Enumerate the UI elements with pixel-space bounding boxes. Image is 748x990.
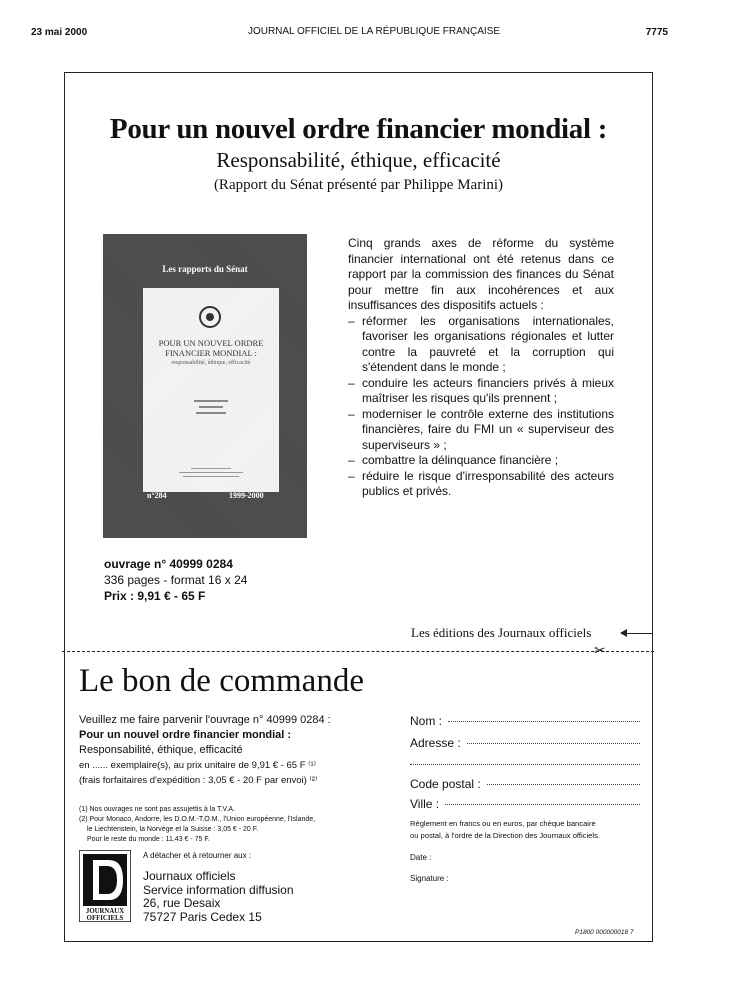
- date-field[interactable]: Date :: [410, 853, 432, 862]
- adresse-label: Adresse :: [410, 736, 461, 750]
- reform-description: [348, 236, 614, 500]
- code-postal-label: Code postal :: [410, 777, 481, 791]
- order-line2: Pour un nouvel ordre financier mondial :: [79, 729, 292, 741]
- footnote-1: (1) Nos ouvrages ne sont pas assujettis à la T.V.A.: [79, 806, 236, 813]
- journaux-officiels-logo: [79, 850, 131, 922]
- order-form-title: Le bon de commande: [79, 663, 364, 699]
- order-footnotes: [79, 805, 379, 845]
- address-line: 26, rue Desaix: [143, 896, 221, 910]
- order-quantity-line[interactable]: en ...... exemplaire(s), au prix unitaire de 9,91 € - 65 F ⁽¹⁾: [79, 760, 316, 771]
- ad-subtitle: Responsabilité, éthique, efficacité: [216, 148, 501, 172]
- address-line: Journaux officiels: [143, 869, 236, 883]
- list-item: – réformer les organisations internationales, favoriser les organisations régionales et lutter contre la pauvreté et la corruption qui s'étendent dans le monde ;: [348, 314, 614, 376]
- list-item: – combattre la délinquance financière ;: [348, 453, 614, 469]
- ouvrage-number: ouvrage n° 40999 0284: [104, 557, 233, 571]
- reference-code: P1800 000000018 7: [575, 929, 634, 936]
- scissors-icon: ✂: [594, 642, 606, 658]
- cut-line: [62, 651, 654, 652]
- reform-intro: Cinq grands axes de réforme du système financier international ont été retenus dans ce rapport par la commission des finances du Sénat pour mettre fin aux incohérences et aux insuffisances des dispositifs actuels :: [348, 236, 614, 312]
- order-shipping-line: (frais forfaitaires d'expédition : 3,05 € - 20 F par envoi) ⁽²⁾: [79, 775, 318, 786]
- payment-line2: ou postal, à l'ordre de la Direction des Journaux officiels.: [410, 831, 600, 840]
- payment-line1: Règlement en francs ou en euros, par chèque bancaire: [410, 819, 596, 828]
- logo-text-2: OFFICIELS: [86, 915, 124, 922]
- publisher-line: Les éditions des Journaux officiels: [411, 625, 592, 640]
- cover-number: n°284: [147, 491, 167, 500]
- logo-text-1: JOURNAUX: [85, 908, 125, 915]
- list-item: – réduire le risque d'irresponsabilité des acteurs publics et privés.: [348, 469, 614, 500]
- ville-field[interactable]: [410, 797, 640, 811]
- footnote-2-cont: le Liechtenstein, la Norvège et la Suisse : 3,05 € - 20 F.: [87, 826, 259, 833]
- cover-title-line1: POUR UN NOUVEL ORDRE: [158, 338, 264, 348]
- order-details: [79, 713, 379, 788]
- adresse-second-line[interactable]: [410, 764, 640, 765]
- ouvrage-price: Prix : 9,91 € - 65 F: [104, 589, 206, 603]
- nom-label: Nom :: [410, 714, 443, 728]
- signature-field[interactable]: Signature :: [410, 874, 449, 883]
- address-line: 75727 Paris Cedex 15: [143, 909, 262, 924]
- cover-imprint-lines: [177, 468, 245, 480]
- cover-series: Les rapports du Sénat: [162, 264, 248, 274]
- payment-instructions: [410, 818, 650, 842]
- header-date: 23 mai 2000: [31, 27, 88, 38]
- footnote-2-rest: Pour le reste du monde : 11,43 € - 75 F.: [87, 836, 210, 843]
- arrow-line: [624, 633, 653, 634]
- code-postal-field[interactable]: [410, 777, 640, 791]
- return-address: [143, 870, 294, 924]
- ouvrage-info: [104, 556, 247, 604]
- order-line1: Veuillez me faire parvenir l'ouvrage n° 40999 0284 :: [79, 714, 331, 726]
- cover-title-line3: responsabilité, éthique, efficacité: [171, 360, 251, 366]
- list-item: – moderniser le contrôle externe des institutions financières, faire du FMI un « superviseur des superviseurs » ;: [348, 407, 614, 454]
- footnote-2: (2) Pour Monaco, Andorre, les D.O.M.-T.O.M., l'Union européenne, l'Islande,: [79, 816, 316, 823]
- ad-report-line: (Rapport du Sénat présenté par Philippe Marini): [213, 177, 504, 193]
- ad-title: Pour un nouvel ordre financier mondial :: [109, 113, 608, 145]
- ouvrage-pages: 336 pages - format 16 x 24: [104, 573, 248, 587]
- ville-label: Ville :: [410, 797, 440, 811]
- nom-field[interactable]: [410, 714, 640, 728]
- cover-years: 1999-2000: [229, 491, 264, 500]
- detach-instruction: A détacher et à retourner aux :: [143, 851, 252, 860]
- cover-card: [143, 288, 279, 492]
- cover-author-lines: [191, 400, 231, 418]
- cover-title-line2: FINANCIER MONDIAL :: [165, 348, 257, 358]
- header-page-number: 7775: [645, 27, 668, 38]
- list-item: – conduire les acteurs financiers privés à mieux maîtriser les risques qu'ils prennent ;: [348, 376, 614, 407]
- order-line3: Responsabilité, éthique, efficacité: [79, 744, 243, 756]
- header-journal-title: JOURNAL OFFICIEL DE LA RÉPUBLIQUE FRANÇAISE: [247, 26, 501, 37]
- senate-emblem-icon: [199, 306, 221, 328]
- address-line: Service information diffusion: [143, 882, 294, 897]
- reform-list: [348, 314, 614, 500]
- book-cover: [103, 234, 307, 538]
- adresse-field[interactable]: [410, 736, 640, 750]
